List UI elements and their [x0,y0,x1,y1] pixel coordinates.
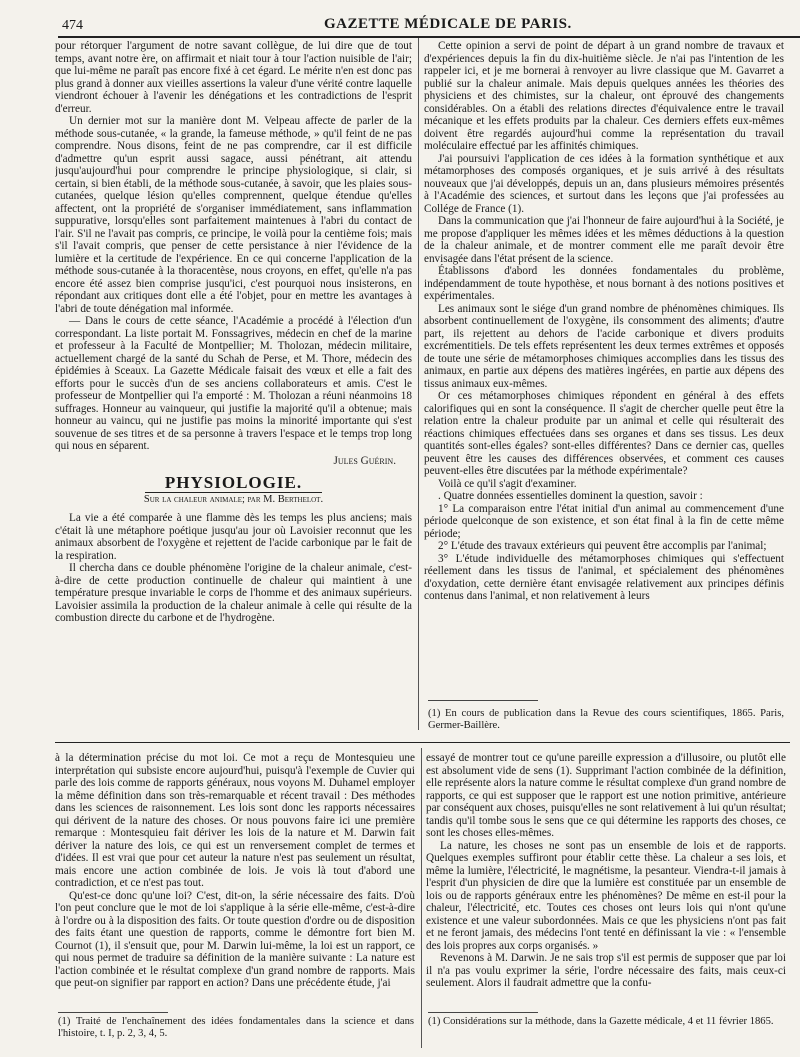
paragraph: — Dans le cours de cette séance, l'Académie a procédé à l'élection d'un correspondant. La liste portait M. Fonssagrives, médecin en chef de la marine et professeur à la Faculté de Montpellier; M. Tholozan, médecin militaire, actuellement chargé de la santé du Schah de Perse, et M. Thore, médecin des épidémies à Sceaux. La Gazette Médicale faisait des vœux et elle a fait des efforts pour le succès d'un de ses anciens collaborateurs et amis. C'est le professeur de Montpellier qui l'a emporté : M. Tholozan a réuni néanmoins 18 suffrages. Honneur au vainqueur, qui justifie la majorité qu'il a obtenue; mais honneur au vaincu, qui ne justifie pas moins la minorité importante qui s'est souvenue de ses titres et de sa personne à travers l'espace et le temps trop long qui nous en séparent. [55,315,412,452]
paragraph: Établissons d'abord les données fondamentales du problème, indépendamment de toute hypothèse, et nous bornant à des notions positives et expérimentales. [424,265,784,302]
column-4 [426,752,786,1007]
paragraph: pour rétorquer l'argument de notre savant collègue, de lui dire que de tout temps, avant notre ère, on affirmait et niait tour à tour l'action nuisible de l'air; que lui-même ne paraît pas encore fixé à cet égard. Le mérite n'en est donc pas plus grand à donner aux vieilles assertions la valeur d'une vérité contre laquelle viendront échouer à l'avenir les dénégations et les contradictions de l'esprit d'erreur. [55,40,412,115]
paragraph: 1° La comparaison entre l'état initial d'un animal au commencement d'une période quelconque de son existence, et son état final à la fin de cette même période; [424,502,784,540]
footnote: (1) Traité de l'enchaînement des idées fondamentales dans la science et dans l'histoire, t. I, p. 2, 3, 4, 5. [58,1016,414,1039]
column-1 [55,40,412,725]
paragraph: . Quatre données essentielles dominent la question, savoir : [438,490,703,502]
section-heading [55,473,412,492]
footnote: (1) Considérations sur la méthode, dans la Gazette médicale, 4 et 11 février 1865. [428,1016,774,1027]
signature: Jules Guérin. [333,454,396,467]
paragraph: Qu'est-ce donc qu'une loi? C'est, dit-on, la série nécessaire des faits. D'où l'on peut conclure que le mot de loi s'applique à la série elle-même, c'est-à-dire à l'ordre ou à la disposition des faits. Or toute question d'ordre ou de disposition des faits étant une question de rapports, comme le démontre fort bien M. Cournot (1), il s'ensuit que, pour M. Darwin lui-même, la loi est un rapport, ce qui nous permet de traduire sa définition de la manière suivante : La nature est l'action combinée et le résultat complexe d'un grand nombre de rapports. Mais que peut-on signifier par rapport en action? Dans une précédente étude, j'ai [55,889,415,989]
column-3 [55,752,415,1007]
paragraph: 2° L'étude des travaux extérieurs qui peuvent être accomplis par l'animal; [438,540,767,552]
page-header [62,14,800,36]
footnote: (1) En cours de publication dans la Revue des cours scientifiques, 1865. Paris, Germer-Baillère. [428,708,784,731]
footnote-rule [428,700,538,701]
page-number: 474 [62,18,83,33]
paragraph: La vie a été comparée à une flamme dès les temps les plus anciens; mais c'était là une métaphore poétique jusqu'au jour où Lavoisier reconnut que les animaux absorbent de l'oxygène et rejettent de l'acide carbonique par le fait de la respiration. [55,512,412,562]
paragraph: Cette opinion a servi de point de départ à un grand nombre de travaux et d'expériences depuis la fin du dix-huitième siècle. Je n'ai pas l'intention de les rappeler ici, et je me bornerai à renvoyer au livre classique que M. Gavarret a publié sur la chaleur animale. Mais depuis quelques années les théories des physiciens et des chimistes, sur la chaleur, ont éprouvé des changements considérables. On a établi des relations directes d'équivalence entre le travail mécanique et les effets produits par la chaleur. Ces derniers effets eux-mêmes doivent être regardés aujourd'hui comme la représentation du travail moléculaire effectué par les affinités chimiques. [424,40,784,152]
paragraph: essayé de montrer tout ce qu'une pareille expression a d'illusoire, ou plutôt elle est absolument vide de sens (1). Supprimant l'action combinée de la définition, elle représente alors la nature comme le résultat complexe d'un grand nombre de rapports, ce qui est supposer que le rapport est une notion primitive, antérieure par conséquent aux choses, puisqu'elles ne sont relativement à lui qu'un résultat; tandis qu'il tombe sous le sens que ce qui détermine les rapports des choses, ce sont les choses elles-mêmes. [426,752,786,839]
paragraph: Il chercha dans ce double phénomène l'origine de la chaleur animale, c'est-à-dire de cette production continuelle de chaleur qui maintient à une température presque invariable le corps de l'homme et des animaux supérieurs. Lavoisier assimila la production de la chaleur animale à celle qui résulte de la combustion directe du carbone et de l'hydrogène. [55,562,412,624]
section-divider [55,742,790,743]
header-rule [58,36,800,38]
journal-title: GAZETTE MÉDICALE DE PARIS. [324,16,572,32]
paragraph: Or ces métamorphoses chimiques répondent en général à des effets calorifiques qui en sont la conséquence. Il s'agit de chercher quelle peut être la relation entre la chaleur produite par un animal et celle qui résulterait des réactions chimiques effectuées dans ses organes et dans ses tissus. Les deux quantités sont-elles égales? sont-elles différentes? Dans ce dernier cas, quelles peuvent être les causes des différences observées, et comment ces causes peuvent-elles être discutées par la méthode expérimentale? [424,390,784,477]
article-byline: Sur la chaleur animale; par M. Berthelot. [143,493,324,505]
footnote-rule [428,1012,538,1013]
column-2 [424,40,784,692]
column-divider [421,748,422,1048]
paragraph: Voilà ce qu'il s'agit d'examiner. [438,477,577,490]
footnote-rule [58,1012,168,1013]
paragraph: Un dernier mot sur la manière dont M. Velpeau affecte de parler de la méthode sous-cutanée, « la grande, la fameuse méthode, » qu'il feint de ne pas comprendre. Nous disons, feint de ne pas comprendre, car il est difficile d'admettre qu'un esprit aussi sagace, aussi pénétrant, ait attendu jusqu'aujourd'hui pour comprendre le principe physiologique, si clair, si certain, si bien établi, de la méthode sous-cutanée, à savoir, que les plaies sous-cutanées, quelque lésion qu'elles comprennent, quelque étendue qu'elles affectent, ont la propriété de s'organiser immédiatement, sans inflammation suppurative, lorsqu'elles sont parfaitement maintenues à l'abri du contact de l'air. S'il ne l'avait pas compris, ce principe, le voilà pour la centième fois; mais s'il l'avait compris, que penser de cette persistance à nier l'évidence de la lumière et la certitude de l'expérience. En ce qui concerne l'application de la méthode sous-cutanée à la thoracentèse, nous croyons, en effet, qu'elle n'a pas encore été assez bien comprise jusqu'ici, c'est pourquoi nous insisterons, en répondant aux critiques dont elle a été l'objet, pour en mettre les avantages à l'abri de toute dénégation mal informée. [55,115,412,315]
paragraph: J'ai poursuivi l'application de ces idées à la formation synthétique et aux métamorphoses des composés organiques, et je suis arrivé à des résultats nouveaux que j'ai développés, depuis un an, dans plusieurs mémoires présentés à l'Académie des sciences, et surtout dans les leçons que j'ai professées au Collége de France (1). [424,152,784,215]
column-divider [418,38,419,730]
paragraph: à la détermination précise du mot loi. Ce mot a reçu de Montesquieu une interprétation qui subsiste encore aujourd'hui, puisqu'à l'exemple de Cuvier qui parle des lois comme de rapports généraux, nous voyons M. Duhamel employer la même définition dans son très-remarquable et récent travail : Des méthodes dans les sciences de raisonnement. Les lois sont donc les rapports nécessaires qui dérivent de la nature des choses. Or nous pouvons faire ici une première remarque : Montesquieu fait dériver les lois de la nature et M. Darwin fait dériver la nature des lois, ce qui est un renversement complet de termes et d'idées. Il est vrai que pour cet auteur la nature n'est pas seulement un résultat, mais encore une action combinée de lois. Je vois là tout d'abord une contradiction, et ce n'est pas tout. [55,752,415,889]
paragraph: Les animaux sont le siége d'un grand nombre de phénomènes chimiques. Ils absorbent continuellement de l'oxygène, ils consomment des aliments; d'autre part, ils rejettent au dehors de l'acide carbonique et divers produits excrémentitiels. De tels effets représentent les deux termes extrêmes et opposés de toute une série de métamorphoses chimiques accomplies dans les tissus des animaux, en partie aux dépens des matières ingérées, en partie aux dépens des tissus animaux eux-mêmes. [424,302,784,390]
paragraph: Revenons à M. Darwin. Je ne sais trop s'il est permis de supposer que par loi il n'a pas voulu exprimer la série, l'ordre nécessaire des faits, mais ceux-ci seulement. Alors il faudrait admettre que la confu- [426,952,786,989]
paragraph: Dans la communication que j'ai l'honneur de faire aujourd'hui à la Société, je me propose d'appliquer les mêmes idées et les mêmes déductions à la question de la chaleur animale, et de montrer comment elle me paraît devoir être envisagée dans l'état présent de la science. [424,215,784,265]
section-title: PHYSIOLOGIE. [145,473,322,493]
paragraph: 3° L'étude individuelle des métamorphoses chimiques qui s'effectuent réellement dans les tissus de l'animal, et spécialement des phénomènes d'oxydation, cette dernière étant envisagée relativement aux principes définis contenus dans l'animal, et non relativement à leurs [424,552,784,602]
paragraph: La nature, les choses ne sont pas un ensemble de lois et de rapports. Quelques exemples suffiront pour établir cette thèse. La chaleur a ses lois, et même la lumière, l'électricité, le magnétisme, la pesanteur. Viendra-t-il jamais à l'esprit d'un physicien de dire que la lumière est constituée par un ensemble de lois ou de rapports généraux entre les phénomènes? De même en est-il pour la chaleur, l'électricité, etc. Toutes ces choses ont leurs lois qui n'ont qu'une existence et une valeur subordonnées. Mais ce que les physiciens n'ont pas fait et ne feront jamais, des médecins l'ont tenté en définissant la vie : « l'ensemble des lois propres aux corps organisés. » [426,839,786,952]
